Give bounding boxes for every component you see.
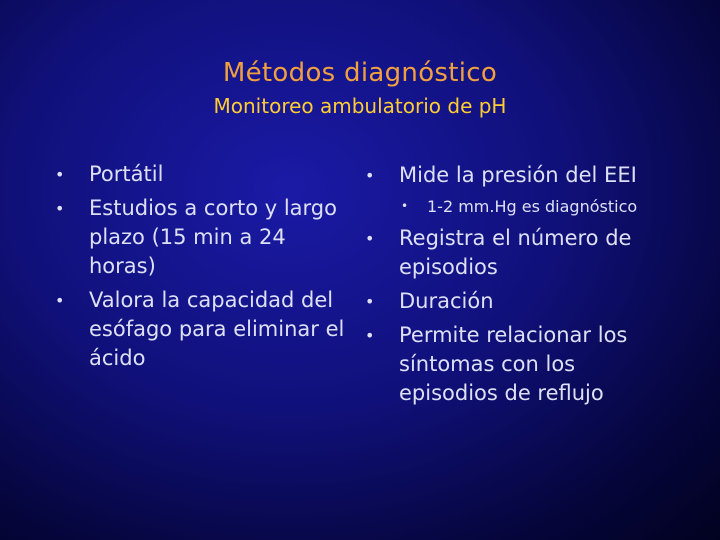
sub-bullet-item: • 1-2 mm.Hg es diagnóstico [365, 195, 665, 218]
bullet-item: • Portátil [55, 160, 355, 189]
bullet-item: • Duración [365, 287, 665, 316]
slide-title: Métodos diagnóstico [222, 58, 498, 88]
right-bullet-list [365, 161, 665, 413]
left-bullet-list [55, 160, 355, 378]
bullet-item: • Permite relacionar los síntomas con los episodios de reflujo [365, 321, 665, 408]
bullet-item: • Mide la presión del EEI [365, 161, 665, 190]
slide-subtitle: Monitoreo ambulatorio de pH [213, 94, 507, 118]
bullet-item: • Registra el número de episodios [365, 224, 665, 282]
bullet-item: • Estudios a corto y largo plazo (15 min a 24 horas) [55, 194, 355, 281]
bullet-item: • Valora la capacidad del esófago para eliminar el ácido [55, 286, 355, 373]
